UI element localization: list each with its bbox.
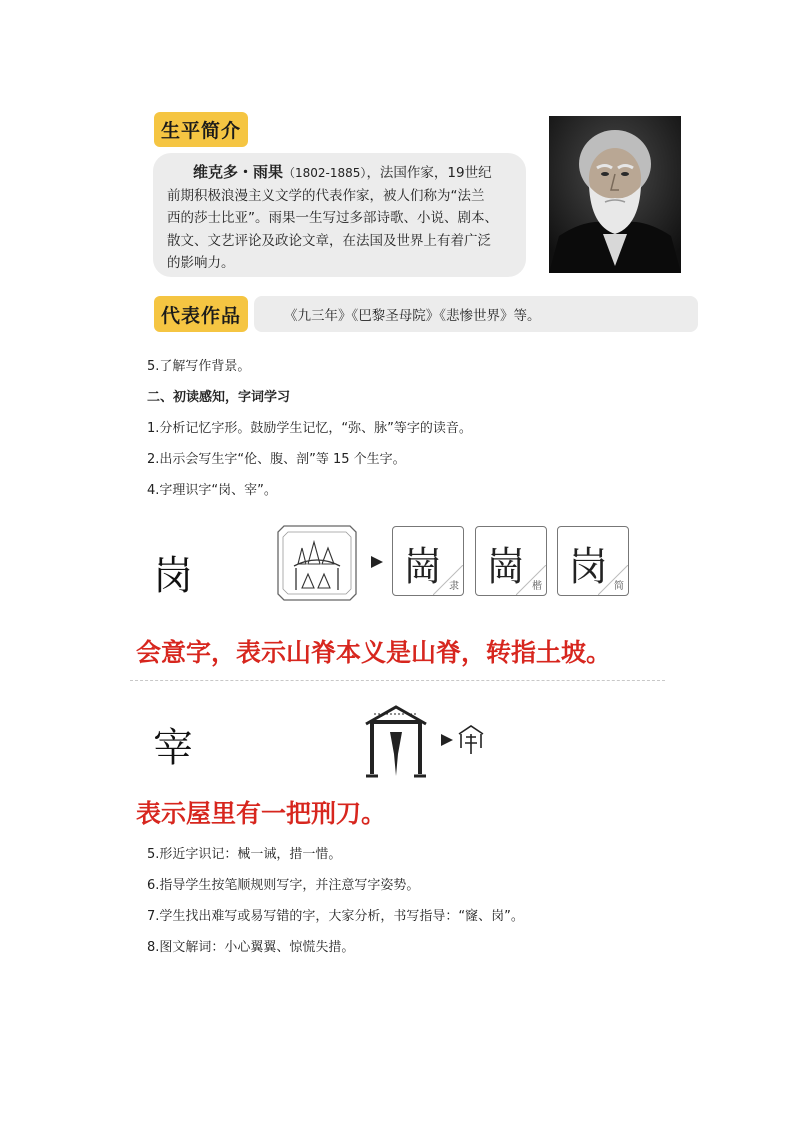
line-memory: 1.分析记忆字形。鼓励学生记忆，“弥、脉”等字的读音。	[147, 421, 472, 436]
form-label: 隶	[449, 581, 459, 592]
gang-explanation: 会意字，表示山脊本义是山脊，转指土坡。	[136, 638, 612, 667]
zai-arrow-icon	[440, 732, 454, 751]
section-heading: 二、初读感知，字词学习	[147, 390, 291, 405]
line-hard-chars: 7.学生找出难写或易写错的字，大家分析，书写指导：“窿、岗”。	[147, 909, 524, 924]
gang-char: 岗	[153, 553, 193, 599]
line-new-chars: 2.出示会写生字“伦、腹、剖”等 15 个生字。	[147, 452, 406, 467]
works-box	[254, 296, 698, 332]
gang-arrow-icon	[370, 554, 384, 573]
bio-line5: 的影响力。	[167, 255, 235, 271]
form-char: 崗	[486, 544, 526, 590]
form-char: 岗	[568, 544, 608, 590]
form-char: 崗	[403, 544, 443, 590]
bio-line1: ，法国作家，19世纪	[366, 165, 492, 181]
zai-char: 宰	[153, 725, 193, 771]
gang-ancient-glyph	[276, 524, 358, 602]
author-years: （1802-1885）	[283, 166, 367, 180]
form-label: 简	[614, 581, 624, 592]
bio-box	[153, 153, 526, 277]
author-portrait	[549, 116, 681, 273]
works-tag: 代表作品	[154, 296, 248, 332]
zai-seal-glyph	[456, 724, 486, 760]
zai-ancient-glyph	[360, 704, 432, 782]
gang-form-regular	[475, 526, 547, 596]
bio-line3: 西的莎士比亚”。雨果一生写过多部诗歌、小说、剧本、	[167, 210, 498, 226]
works-list: 《九三年》《巴黎圣母院》《悲惨世界》等。	[284, 308, 541, 324]
form-label: 楷	[532, 581, 542, 592]
divider	[130, 680, 665, 681]
gang-form-clerical	[392, 526, 464, 596]
line-background: 5.了解写作背景。	[147, 359, 251, 374]
author-name: 维克多・雨果	[193, 163, 284, 181]
gang-form-simplified	[557, 526, 629, 596]
line-stroke-order: 6.指导学生按笔顺规则写字，并注意写字姿势。	[147, 878, 420, 893]
line-similar-chars: 5.形近字识记：械一诫，措一惜。	[147, 847, 342, 862]
line-char-logic: 4.字理识字“岗、宰”。	[147, 483, 277, 498]
bio-line4: 散文、文艺评论及政论文章，在法国及世界上有着广泛	[167, 232, 491, 249]
bio-line2: 前期积极浪漫主义文学的代表作家，被人们称为“法兰	[167, 187, 485, 204]
zai-explanation: 表示屋里有一把刑刀。	[136, 799, 387, 828]
bio-tag: 生平简介	[154, 112, 248, 147]
line-word-meaning: 8.图文解词：小心翼翼、惊慌失措。	[147, 940, 355, 955]
